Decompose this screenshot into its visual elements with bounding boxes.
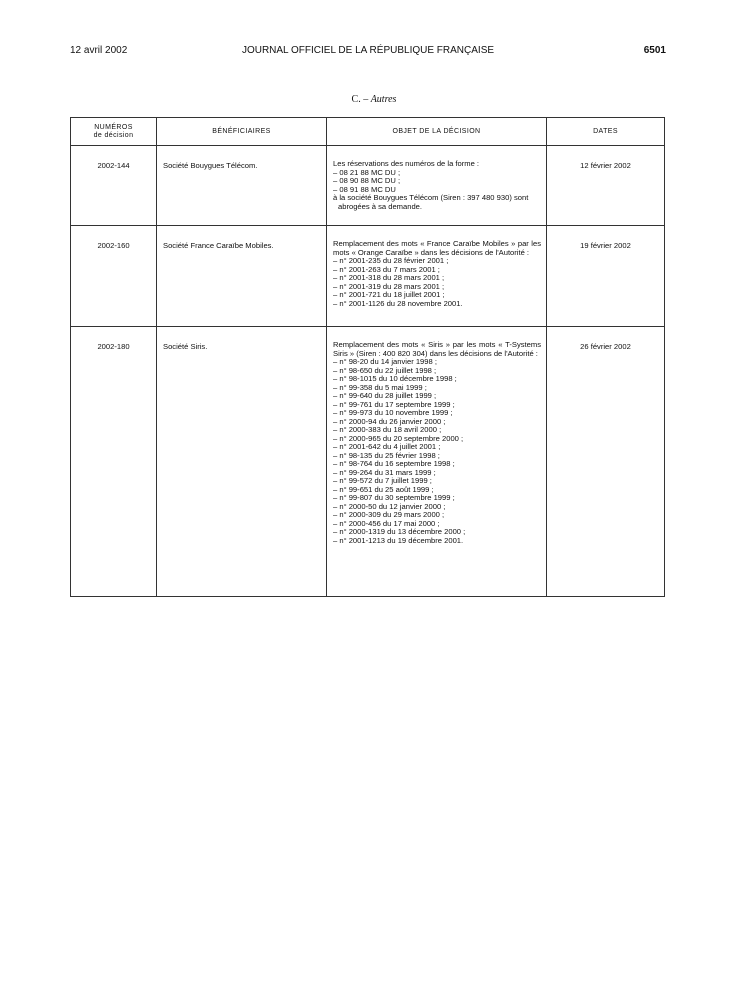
list-item: – n° 2001-318 du 28 mars 2001 ; bbox=[333, 274, 541, 283]
decision-object-tail-continued: abrogées à sa demande. bbox=[338, 201, 423, 211]
decision-object-list bbox=[333, 358, 541, 545]
column-header-objet: OBJET DE LA DÉCISION bbox=[327, 118, 547, 146]
list-item: – n° 99-973 du 10 novembre 1999 ; bbox=[333, 409, 541, 418]
decision-object-tail: à la société Bouygues Télécom (Siren : 397 480 930) sont bbox=[333, 193, 529, 202]
table-row bbox=[71, 146, 665, 226]
header-journal-title: JOURNAL OFFICIEL DE LA RÉPUBLIQUE FRANÇAISE bbox=[241, 45, 495, 56]
list-item: – n° 2000-309 du 29 mars 2000 ; bbox=[333, 511, 541, 520]
decision-number: 2002-144 bbox=[71, 146, 157, 226]
list-item: – n° 2001-721 du 18 juillet 2001 ; bbox=[333, 291, 541, 300]
table-header-row bbox=[71, 118, 665, 146]
list-item: – n° 2001-1213 du 19 décembre 2001. bbox=[333, 537, 541, 546]
list-item: – n° 98-20 du 14 janvier 1998 ; bbox=[333, 358, 541, 367]
list-item: – n° 98-1015 du 10 décembre 1998 ; bbox=[333, 375, 541, 384]
decisions-table bbox=[70, 117, 665, 597]
header-page-number: 6501 bbox=[643, 45, 666, 56]
beneficiary: Société France Caraïbe Mobiles. bbox=[157, 226, 327, 327]
table-row bbox=[71, 226, 665, 327]
decision-object-list bbox=[333, 257, 541, 308]
decision-object-lead: Remplacement des mots « France Caraïbe Mobiles » par les mots « Orange Caraïbe » dans les décisions de l'Autorité : bbox=[333, 239, 541, 257]
list-item: – 08 21 88 MC DU ; bbox=[333, 169, 541, 178]
decision-date: 26 février 2002 bbox=[547, 327, 665, 597]
header-date: 12 avril 2002 bbox=[70, 45, 128, 56]
list-item: – n° 2001-642 du 4 juillet 2001 ; bbox=[333, 443, 541, 452]
list-item: – n° 99-264 du 31 mars 1999 ; bbox=[333, 469, 541, 478]
list-item: – n° 2000-50 du 12 janvier 2000 ; bbox=[333, 503, 541, 512]
decision-object-list bbox=[333, 169, 541, 195]
column-header-numeros-line2: de décision bbox=[93, 131, 134, 139]
list-item: – n° 2000-965 du 20 septembre 2000 ; bbox=[333, 435, 541, 444]
decision-object bbox=[327, 327, 547, 597]
section-prefix: C. – bbox=[351, 94, 369, 105]
list-item: – n° 2000-383 du 18 avril 2000 ; bbox=[333, 426, 541, 435]
list-item: – n° 98-764 du 16 septembre 1998 ; bbox=[333, 460, 541, 469]
list-item: – n° 2001-263 du 7 mars 2001 ; bbox=[333, 266, 541, 275]
decision-date: 12 février 2002 bbox=[547, 146, 665, 226]
decision-object bbox=[327, 226, 547, 327]
decision-object-lead: Remplacement des mots « Siris » par les mots « T-Systems Siris » (Siren : 400 820 304) dans les décisions de l'Autorité : bbox=[333, 340, 541, 358]
decision-number: 2002-160 bbox=[71, 226, 157, 327]
list-item: – n° 2001-319 du 28 mars 2001 ; bbox=[333, 283, 541, 292]
list-item: – n° 2001-235 du 28 février 2001 ; bbox=[333, 257, 541, 266]
list-item: – n° 99-761 du 17 septembre 1999 ; bbox=[333, 401, 541, 410]
list-item: – n° 99-358 du 5 mai 1999 ; bbox=[333, 384, 541, 393]
list-item: – n° 98-135 du 25 février 1998 ; bbox=[333, 452, 541, 461]
table-row bbox=[71, 327, 665, 597]
decision-object-lead: Les réservations des numéros de la forme : bbox=[333, 159, 480, 168]
column-header-numeros-line1: NUMÉROS bbox=[94, 123, 133, 131]
column-header-dates: DATES bbox=[547, 118, 665, 146]
list-item: – n° 2000-94 du 26 janvier 2000 ; bbox=[333, 418, 541, 427]
decision-number: 2002-180 bbox=[71, 327, 157, 597]
beneficiary: Société Bouygues Télécom. bbox=[157, 146, 327, 226]
list-item: – n° 98-650 du 22 juillet 1998 ; bbox=[333, 367, 541, 376]
list-item: – n° 2000-456 du 17 mai 2000 ; bbox=[333, 520, 541, 529]
decision-object bbox=[327, 146, 547, 226]
column-header-beneficiaires: BÉNÉFICIAIRES bbox=[157, 118, 327, 146]
list-item: – n° 99-651 du 25 août 1999 ; bbox=[333, 486, 541, 495]
table-body bbox=[71, 146, 665, 597]
decision-date: 19 février 2002 bbox=[547, 226, 665, 327]
list-item: – n° 99-807 du 30 septembre 1999 ; bbox=[333, 494, 541, 503]
column-header-numeros bbox=[71, 118, 157, 146]
list-item: – n° 2001-1126 du 28 novembre 2001. bbox=[333, 300, 541, 309]
section-heading bbox=[0, 94, 748, 105]
beneficiary: Société Siris. bbox=[157, 327, 327, 597]
list-item: – 08 90 88 MC DU ; bbox=[333, 177, 541, 186]
list-item: – n° 2000-1319 du 13 décembre 2000 ; bbox=[333, 528, 541, 537]
page-header bbox=[70, 45, 666, 59]
list-item: – 08 91 88 MC DU bbox=[333, 186, 541, 195]
list-item: – n° 99-572 du 7 juillet 1999 ; bbox=[333, 477, 541, 486]
section-title: Autres bbox=[370, 94, 397, 105]
list-item: – n° 99-640 du 28 juillet 1999 ; bbox=[333, 392, 541, 401]
